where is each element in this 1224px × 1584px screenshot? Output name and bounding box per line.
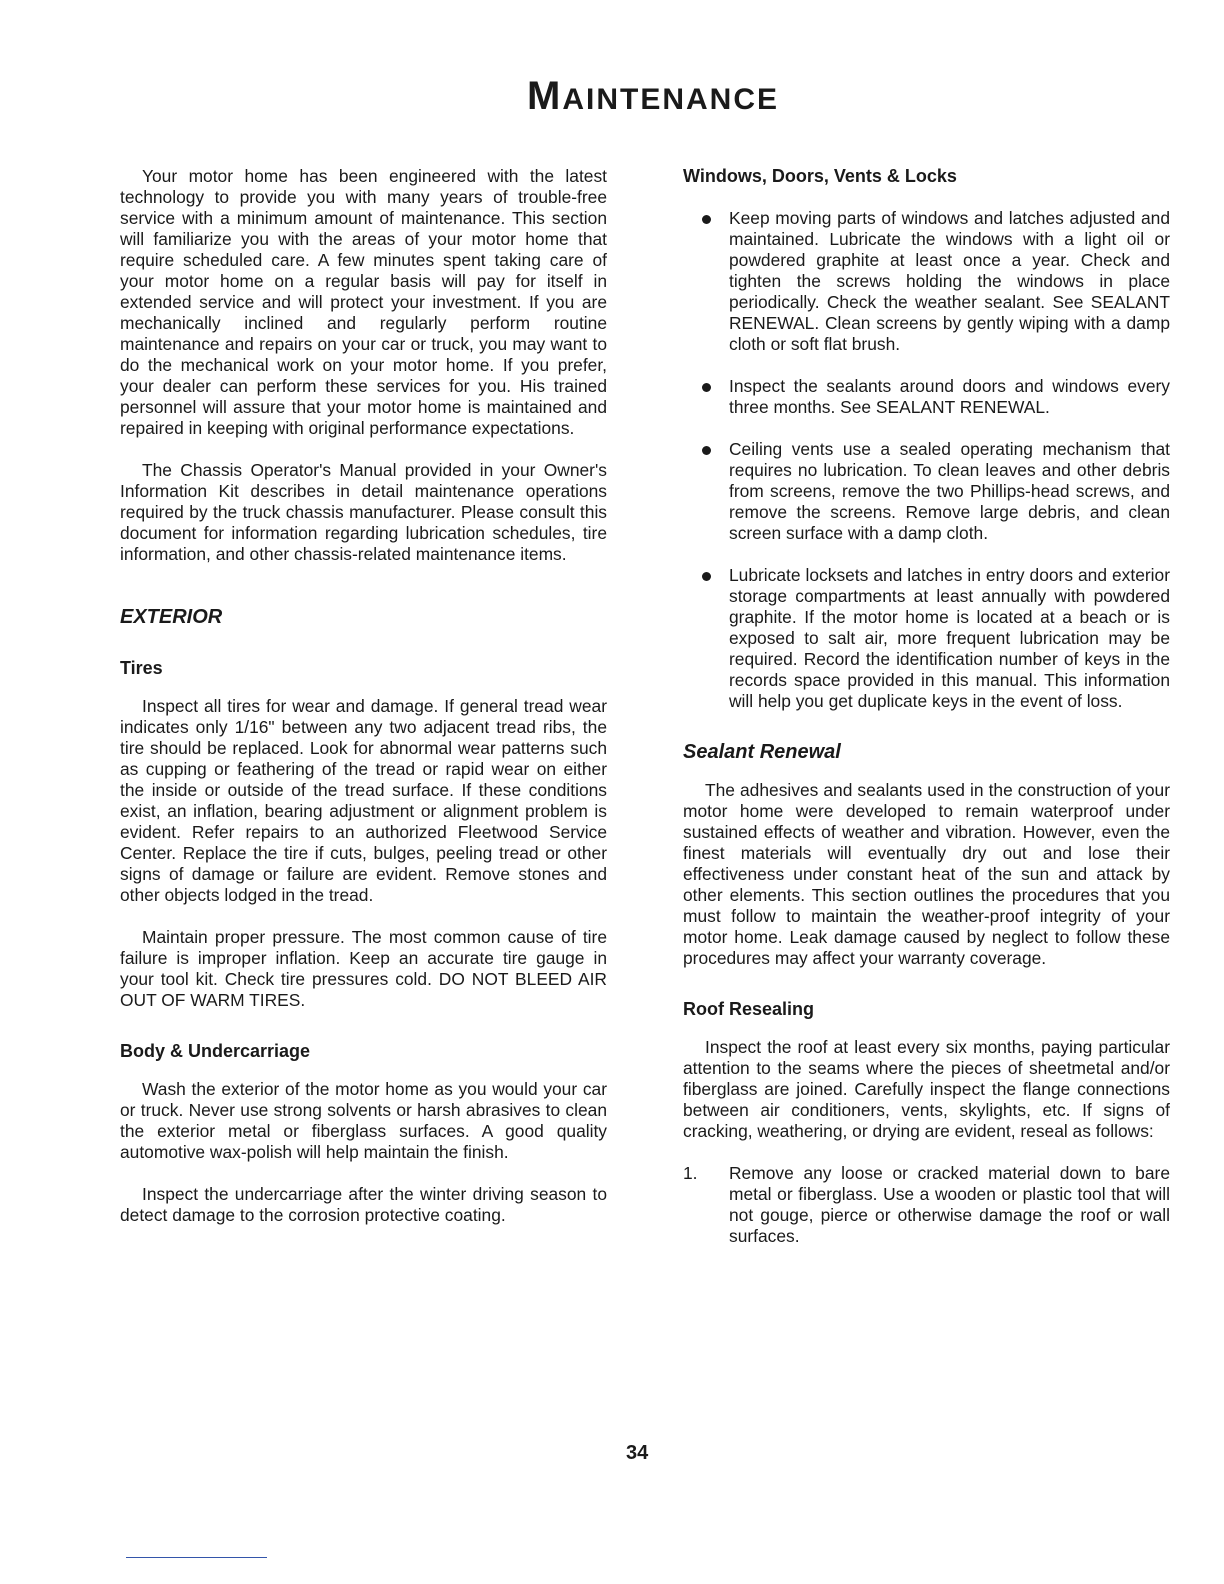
- tires-paragraph-2: Maintain proper pressure. The most common cause of tire failure is improper inflation. Keep an accurate tire gauge in your tool kit. Check tire pressures cold. DO NOT BLEED AIR OUT OF WARM TIRES.: [120, 927, 607, 1010]
- sealant-paragraph: The adhesives and sealants used in the construction of your motor home were developed to remain waterproof under sustained effects of weather and vibration. However, even the finest materials will eventually dry out and lose their effectiveness under constant heat of the sun and attack by other elements. This section outlines the procedures that you must follow to maintain the weather-proof integrity of your motor home. Leak damage caused by neglect to follow these procedures may affect your warranty coverage.: [683, 780, 1170, 968]
- tires-paragraph-1: Inspect all tires for wear and damage. If general tread wear indicates only 1/16" between any two adjacent tread ribs, the tire should be replaced. Look for abnormal wear patterns such as cupping or feathering of the tread or rapid wear on either the inside or outside of the tread surface. If these conditions exist, an inflation, bearing adjustment or alignment problem is evident. Refer repairs to an authorized Fleetwood Service Center. Replace the tire if cuts, bulges, peeling tread or other signs of damage or failure are evident. Remove stones and other objects lodged in the tread.: [120, 696, 607, 905]
- step-text: Remove any loose or cracked material down to bare metal or fiberglass. Use a wooden or plastic tool that will not gouge, pierce or otherwise damage the roof or wall surfaces.: [729, 1163, 1170, 1246]
- list-item: [683, 376, 1170, 418]
- sealant-renewal-heading: Sealant Renewal: [683, 741, 841, 763]
- windows-doors-heading: Windows, Doors, Vents & Locks: [683, 166, 957, 186]
- roof-resealing-heading: Roof Resealing: [683, 999, 815, 1019]
- exterior-heading: EXTERIOR: [120, 606, 223, 628]
- windows-bullet-list: [683, 208, 1170, 712]
- roof-paragraph: Inspect the roof at least every six months, paying particular attention to the seams where the pieces of sheetmetal and/or fiberglass are joined. Carefully inspect the flange connections between air conditioners, vents, skylights, etc. If signs of cracking, weathering, or drying are evident, reseal as follows:: [683, 1037, 1170, 1141]
- list-item: [683, 208, 1170, 355]
- page-number: 34: [626, 1442, 649, 1464]
- intro-paragraph-1: Your motor home has been engineered with the latest technology to provide you with many years of trouble-free service with a minimum amount of maintenance. This section will familiarize you with the areas of your motor home that require scheduled care. A few minutes spent taking care of your motor home on a regular basis will pay for itself in extended service and will protect your investment. If you are mechanically inclined and regularly perform routine maintenance and repairs on your car or truck, you may want to do the mechanical work on your motor home. If you prefer, your dealer can perform these services for you. His trained personnel will assure that your motor home is maintained and repaired in keeping with original performance expectations.: [120, 166, 607, 438]
- step-number: 1.: [683, 1163, 698, 1183]
- bullet-icon: [702, 215, 711, 224]
- page-title-initial: M: [527, 74, 563, 118]
- left-column: [120, 166, 607, 1226]
- page-title: [0, 74, 1224, 119]
- body-paragraph-1: Wash the exterior of the motor home as you would your car or truck. Never use strong solvents or harsh abrasives to clean the exterior metal or fiberglass surfaces. A good quality automotive wax-polish will help maintain the finish.: [120, 1079, 607, 1162]
- roof-steps-list: [683, 1163, 1170, 1247]
- footer-divider: [126, 1557, 267, 1558]
- page-title-rest: AINTENANCE: [562, 83, 779, 116]
- bullet-text: Lubricate locksets and latches in entry doors and exterior storage compartments at least annually with powdered graphite. If the motor home is located at a beach or is exposed to salt air, more frequent lubrication may be required. Record the identification number of keys in the records space provided in this manual. This information will help you get duplicate keys in the event of loss.: [729, 565, 1170, 711]
- bullet-icon: [702, 446, 711, 455]
- tires-heading: Tires: [120, 658, 163, 678]
- body-undercarriage-heading: Body & Undercarriage: [120, 1041, 311, 1061]
- list-item: [683, 565, 1170, 712]
- list-item: [683, 1163, 1170, 1247]
- bullet-text: Inspect the sealants around doors and windows every three months. See SEALANT RENEWAL.: [729, 376, 1170, 417]
- bullet-icon: [702, 572, 711, 581]
- right-column: [683, 166, 1170, 1247]
- bullet-icon: [702, 383, 711, 392]
- intro-paragraph-2: The Chassis Operator's Manual provided in your Owner's Information Kit describes in detail maintenance operations required by the truck chassis manufacturer. Please consult this document for information regarding lubrication schedules, tire information, and other chassis-related maintenance items.: [120, 460, 607, 564]
- bullet-text: Ceiling vents use a sealed operating mechanism that requires no lubrication. To clean leaves and other debris from screens, remove the two Phillips-head screws, and remove the screens. Remove large debris, and clean screen surface with a damp cloth.: [729, 439, 1170, 543]
- body-paragraph-2: Inspect the undercarriage after the winter driving season to detect damage to the corrosion protective coating.: [120, 1184, 607, 1225]
- list-item: [683, 439, 1170, 544]
- bullet-text: Keep moving parts of windows and latches adjusted and maintained. Lubricate the windows with a light oil or powdered graphite at least once a year. Check and tighten the screws holding the windows in place periodically. Check the weather sealant. See SEALANT RENEWAL. Clean screens by gently wiping with a damp cloth or soft flat brush.: [729, 208, 1170, 354]
